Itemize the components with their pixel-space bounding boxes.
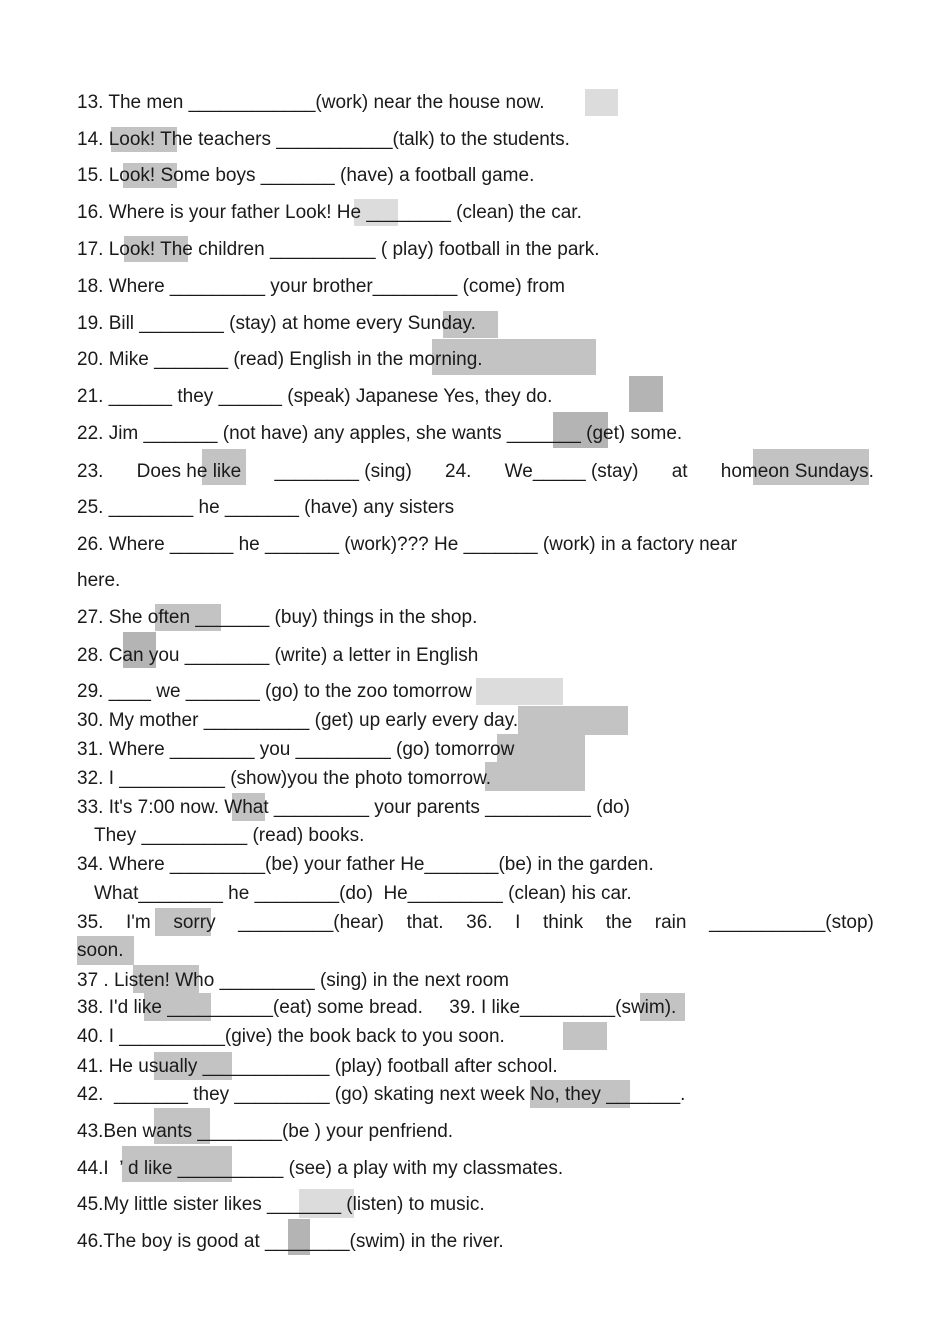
line-segment: 23.: [77, 461, 104, 482]
line-segment: at: [671, 461, 688, 482]
exercise-42: 42. _______ they _________ (go) skating next week No, they _______.: [77, 1084, 686, 1105]
exercise-46: 46.The boy is good at ________(swim) in the river.: [77, 1231, 504, 1252]
exercise-40: 40. I __________(give) the book back to you soon.: [77, 1026, 505, 1047]
exercise-14: 14. Look! The teachers ___________(talk) to the students.: [77, 129, 570, 150]
exercise-18: 18. Where _________ your brother________ (come) from: [77, 276, 565, 297]
exercise-38-39: 38. I'd like __________(eat) some bread. 39. I like_________(swim).: [77, 997, 677, 1018]
line-segment: We_____ (stay): [504, 461, 639, 482]
exercise-30: 30. My mother __________ (get) up early every day.: [77, 710, 519, 731]
line-segment: think: [543, 912, 584, 933]
exercise-16: 16. Where is your father Look! He ________ (clean) the car.: [77, 202, 582, 223]
exercise-36-continued: soon.: [77, 940, 124, 961]
exercise-13: 13. The men ____________(work) near the house now.: [77, 92, 545, 113]
exercise-44: 44.I ’ d like __________ (see) a play with my classmates.: [77, 1158, 564, 1179]
exercise-34: 34. Where _________(be) your father He_______(be) in the garden.: [77, 854, 654, 875]
exercise-23-24: [77, 460, 874, 484]
line-segment: rain: [654, 912, 687, 933]
exercise-28: 28. Can you ________ (write) a letter in English: [77, 645, 479, 666]
exercise-33: 33. It's 7:00 now. What _________ your parents __________ (do): [77, 797, 630, 818]
exercise-20: 20. Mike _______ (read) English in the morning.: [77, 349, 483, 370]
exercise-29: 29. ____ we _______ (go) to the zoo tomorrow: [77, 681, 473, 702]
exercise-17: 17. Look! The children __________ ( play) football in the park.: [77, 239, 600, 260]
exercise-41: 41. He usually ____________ (play) football after school.: [77, 1056, 558, 1077]
exercise-15: 15. Look! Some boys _______ (have) a football game.: [77, 165, 535, 186]
line-segment: the: [605, 912, 633, 933]
exercise-21: 21. ______ they ______ (speak) Japanese Yes, they do.: [77, 386, 553, 407]
line-segment: _________(hear): [238, 912, 384, 933]
exercise-32: 32. I __________ (show)you the photo tomorrow.: [77, 768, 492, 789]
exercise-27: 27. She often _______ (buy) things in the shop.: [77, 607, 478, 628]
line-segment: Does he like: [136, 461, 242, 482]
line-segment: 36.: [466, 912, 493, 933]
exercise-37: 37 . Listen! Who _________ (sing) in the next room: [77, 970, 509, 991]
line-segment: ___________(stop): [709, 912, 874, 933]
exercise-25: 25. ________ he _______ (have) any sisters: [77, 497, 455, 518]
exercise-19: 19. Bill ________ (stay) at home every Sunday.: [77, 313, 476, 334]
line-segment: homeon Sundays.: [720, 461, 874, 482]
line-segment: I'm: [126, 912, 151, 933]
exercise-45: 45.My little sister likes _______ (listen) to music.: [77, 1194, 485, 1215]
line-segment: 24.: [445, 461, 472, 482]
line-segment: ________ (sing): [274, 461, 412, 482]
exercise-26: 26. Where ______ he _______ (work)??? He _______ (work) in a factory near: [77, 534, 738, 555]
line-segment: I: [515, 912, 521, 933]
exercise-22: 22. Jim _______ (not have) any apples, she wants _______ (get) some.: [77, 423, 683, 444]
line-segment: that.: [406, 912, 444, 933]
line-segment: sorry: [173, 912, 216, 933]
exercise-34-answer: What________ he ________(do) He_________ (clean) his car.: [94, 883, 632, 904]
exercise-35-36: [77, 911, 874, 935]
exercise-33-answer: They __________ (read) books.: [94, 825, 365, 846]
exercise-43: 43.Ben wants ________(be ) your penfriend.: [77, 1121, 454, 1142]
line-segment: 35.: [77, 912, 104, 933]
exercise-26-continued: here.: [77, 570, 121, 591]
exercise-31: 31. Where ________ you _________ (go) tomorrow: [77, 739, 515, 760]
